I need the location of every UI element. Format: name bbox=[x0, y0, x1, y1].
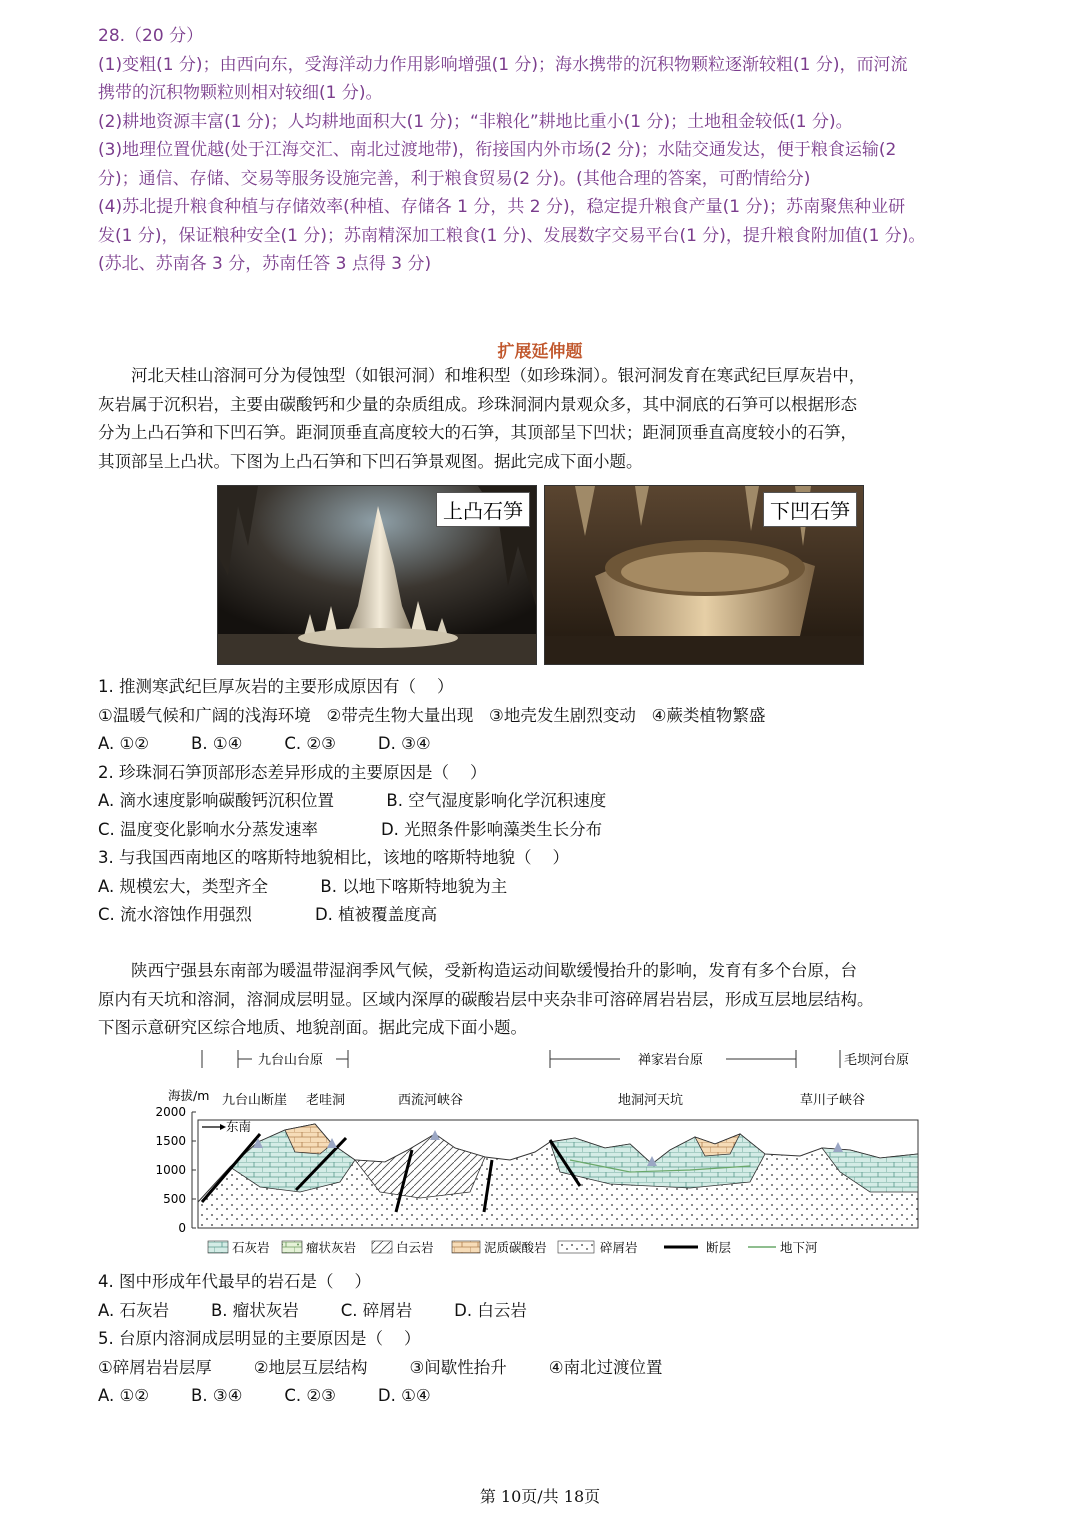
passage-line: 下图示意研究区综合地质、地貌剖面。据此完成下面小题。 bbox=[98, 1018, 527, 1037]
passage-1 bbox=[98, 362, 978, 476]
y-tick-label: 2000 bbox=[155, 1105, 186, 1119]
legend bbox=[208, 1240, 818, 1255]
legend-label: 地下河 bbox=[780, 1240, 818, 1255]
passage-line: 分为上凸石笋和下凹石笋。距洞顶垂直高度较大的石笋，其顶部呈下凹状；距洞顶垂直高度较小的石笋， bbox=[98, 423, 857, 442]
answer-line: 携带的沉积物颗粒则相对较细(1 分)。 bbox=[98, 83, 383, 103]
legend-label: 石灰岩 bbox=[232, 1240, 270, 1255]
answer-line: (4)苏北提升粮食种植与存储效率(种植、存储各 1 分，共 2 分)，稳定提升粮食产量(1 分)；苏南聚焦种业研 bbox=[98, 197, 906, 217]
region-label: 九台山台原 bbox=[258, 1053, 324, 1068]
question-line: A. 规模宏大，类型齐全 B. 以地下喀斯特地貌为主 bbox=[98, 876, 508, 896]
question-line: A. 石灰岩 B. 瘤状灰岩 C. 碎屑岩 D. 白云岩 bbox=[98, 1300, 527, 1320]
place-label: 草川子峡谷 bbox=[800, 1093, 866, 1108]
question-line: C. 流水溶蚀作用强烈 D. 植被覆盖度高 bbox=[98, 905, 438, 924]
direction-label: 东南 bbox=[226, 1119, 252, 1134]
question-line: ①碎屑岩岩层厚 ②地层互层结构 ③间歇性抬升 ④南北过渡位置 bbox=[98, 1357, 663, 1377]
stalagmite-concave-photo bbox=[544, 485, 864, 665]
region-header bbox=[202, 1050, 909, 1068]
passage-line: 原内有天坑和溶洞，溶洞成层明显。区域内深厚的碳酸岩层中夹杂非可溶碎屑岩岩层，形成互层地层结构。 bbox=[98, 989, 874, 1009]
answer-line: (3)地理位置优越(处于江海交汇、南北过渡地带)，衔接国内外市场(2 分)；水陆交通发达，便于粮食运输(2 bbox=[98, 140, 897, 160]
question-line: C. 温度变化影响水分蒸发速率 D. 光照条件影响藻类生长分布 bbox=[98, 819, 603, 839]
questions-2 bbox=[98, 1268, 998, 1411]
answer-line: 28.（20 分） bbox=[98, 26, 204, 46]
passage-line: 灰岩属于沉积岩，主要由碳酸钙和少量的杂质组成。珍珠洞洞内景观众多，其中洞底的石笋可以根据形态 bbox=[98, 394, 857, 414]
passage-2 bbox=[98, 957, 978, 1043]
region-label: 毛坝河台原 bbox=[844, 1053, 910, 1068]
legend-label: 瘤状灰岩 bbox=[306, 1240, 357, 1255]
question-line: 2. 珍珠洞石笋顶部形态差异形成的主要原因是（ ） bbox=[98, 762, 487, 782]
question-line: 4. 图中形成年代最早的岩石是（ ） bbox=[98, 1272, 371, 1291]
passage-line: 河北天桂山溶洞可分为侵蚀型（如银河洞）和堆积型（如珍珠洞）。银河洞发育在寒武纪巨厚灰岩中， bbox=[131, 366, 866, 385]
answer-line: 发(1 分)，保证粮种安全(1 分)；苏南精深加工粮食(1 分)、发展数字交易平台(1 分)，提升粮食附加值(1 分)。 bbox=[98, 225, 926, 246]
legend-label: 断层 bbox=[706, 1240, 732, 1255]
passage-line: 陕西宁强县东南部为暖温带湿润季风气候，受新构造运动间歇缓慢抬升的影响，发育有多个台原，台 bbox=[131, 961, 857, 980]
answer-block bbox=[98, 22, 990, 279]
question-line: 3. 与我国西南地区的喀斯特地貌相比，该地的喀斯特地貌（ ） bbox=[98, 848, 569, 867]
place-label: 地洞河天坑 bbox=[618, 1093, 684, 1108]
geologic-profile-diagram bbox=[150, 1042, 940, 1264]
page-footer: 第 10页/共 18页 bbox=[479, 1487, 601, 1506]
legend-label: 泥质碳酸岩 bbox=[484, 1240, 547, 1255]
place-label: 西流河峡谷 bbox=[398, 1093, 464, 1108]
answer-line: (2)耕地资源丰富(1 分)；人均耕地面积大(1 分)；“非粮化”耕地比重小(1 分)；土地租金较低(1 分)。 bbox=[98, 111, 853, 132]
question-line: 1. 推测寒武纪巨厚灰岩的主要形成原因有（ ） bbox=[98, 677, 454, 696]
place-label: 老哇洞 bbox=[306, 1093, 346, 1108]
region-label: 禅家岩台原 bbox=[638, 1053, 704, 1068]
answer-line: (苏北、苏南各 3 分，苏南任答 3 点得 3 分) bbox=[98, 254, 432, 274]
y-tick-label: 1500 bbox=[155, 1134, 186, 1148]
questions-1 bbox=[98, 673, 998, 930]
photo-label: 下凹石笋 bbox=[763, 492, 857, 527]
question-line: 5. 台原内溶洞成层明显的主要原因是（ ） bbox=[98, 1329, 421, 1348]
y-tick-label: 1000 bbox=[155, 1163, 186, 1177]
answer-line: 分)；通信、存储、交易等服务设施完善，利于粮食贸易(2 分)。(其他合理的答案，可酌情给分) bbox=[98, 168, 811, 189]
y-tick-label: 0 bbox=[178, 1221, 186, 1235]
question-line: A. ①② B. ③④ C. ②③ D. ①④ bbox=[98, 1386, 431, 1405]
passage-line: 其顶部呈上凸状。下图为上凸石笋和下凹石笋景观图。据此完成下面小题。 bbox=[98, 451, 643, 471]
y-tick-label: 500 bbox=[163, 1192, 186, 1206]
question-line: A. ①② B. ①④ C. ②③ D. ③④ bbox=[98, 734, 431, 753]
legend-label: 白云岩 bbox=[396, 1240, 434, 1255]
answer-line: (1)变粗(1 分)；由西向东，受海洋动力作用影响增强(1 分)；海水携带的沉积物颗粒逐渐较粗(1 分)，而河流 bbox=[98, 54, 908, 75]
question-line: ①温暖气候和广阔的浅海环境 ②带壳生物大量出现 ③地壳发生剧烈变动 ④蕨类植物繁盛 bbox=[98, 705, 766, 725]
legend-label: 碎屑岩 bbox=[600, 1240, 638, 1255]
question-line: A. 滴水速度影响碳酸钙沉积位置 B. 空气湿度影响化学沉积速度 bbox=[98, 791, 607, 810]
stalagmite-convex-photo bbox=[217, 485, 537, 665]
section-title: 扩展延伸题 bbox=[497, 342, 583, 362]
photo-label: 上凸石笋 bbox=[436, 492, 530, 527]
y-axis-label: 海拔/m bbox=[168, 1088, 210, 1103]
place-label: 九台山断崖 bbox=[222, 1093, 288, 1108]
